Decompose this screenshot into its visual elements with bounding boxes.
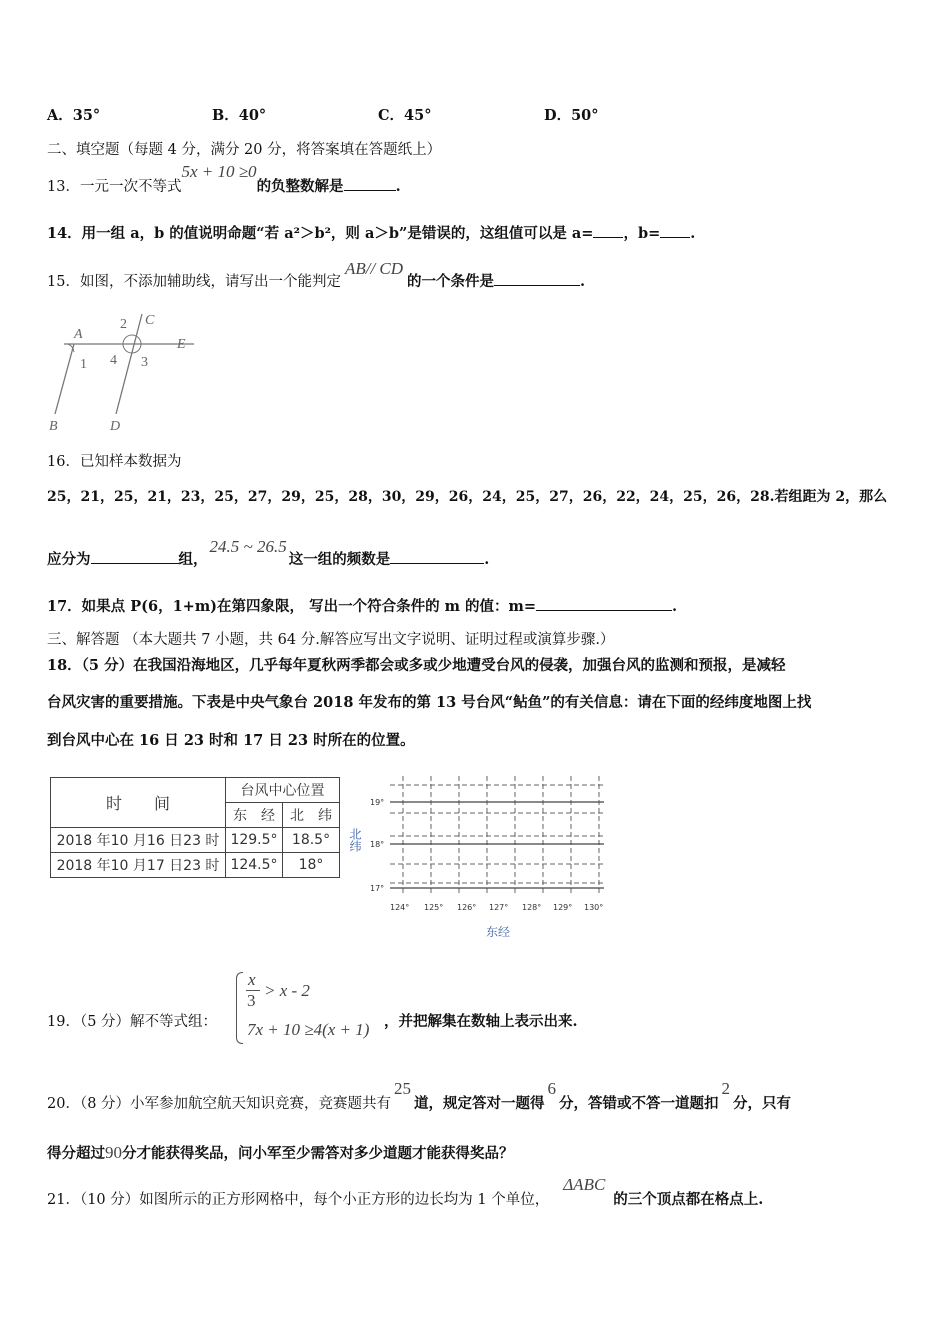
inequality-system [236, 970, 386, 1045]
q13-end: . [395, 178, 401, 195]
q19-text: 19．（5 分）解不等式组： [47, 1014, 218, 1030]
table-row [51, 828, 340, 853]
q20-line2 [47, 1142, 514, 1163]
question-13 [47, 162, 401, 196]
x-tick: 124° [390, 903, 410, 912]
q20-text: 20．（8 分）小军参加航空航天知识竞赛，竞赛题共有 [47, 1096, 392, 1112]
q20-t3: 分，只有 [733, 1095, 792, 1112]
label-d: D [110, 419, 121, 434]
label-3: 3 [141, 355, 148, 370]
q20-n1: 25 [394, 1079, 412, 1098]
q17-end: . [672, 598, 678, 615]
row2-time: 2018 年10 月17 日23 时 [51, 853, 226, 878]
q13-blank [344, 176, 396, 191]
question-17 [47, 595, 677, 616]
typhoon-table [50, 777, 340, 878]
q16-blank-groups [91, 549, 179, 564]
q20-line2-text: 得分超过 [47, 1145, 105, 1162]
label-2: 2 [120, 317, 127, 332]
question-15 [47, 259, 586, 291]
q16-end: . [484, 551, 490, 568]
line-ab [55, 344, 74, 414]
q20-line2-post: 分才能获得奖品，问小军至少需答对多少道题才能获得奖品？ [122, 1145, 514, 1162]
q13-math: 5x + 10 ≥0 [181, 162, 257, 181]
latitude-header: 北 纬 [283, 803, 340, 828]
q17-blank [536, 596, 672, 611]
question-14 [47, 222, 695, 243]
q15-text-post: 的一个条件是 [407, 273, 495, 290]
inequality-2: 7x + 10 ≥4(x + 1) [247, 1020, 370, 1039]
inequality-1-rhs: > x - 2 [264, 981, 310, 1000]
x-tick: 130° [584, 903, 604, 912]
label-a: A [74, 327, 83, 342]
q15-math: AB// CD [344, 259, 404, 278]
fraction-denominator: 3 [247, 991, 256, 1010]
x-tick: 126° [457, 903, 477, 912]
row1-lon: 129.5° [226, 828, 283, 853]
q17-text: 17．如果点 P(6，1+m)在第四象限， 写出一个符合条件的 m 的值：m= [47, 598, 536, 615]
row2-lat: 18° [283, 853, 340, 878]
q15-blank [494, 271, 580, 286]
q21-text: 21．（10 分）如图所示的正方形网格中，每个小正方形的边长均为 1 个单位， [47, 1192, 550, 1208]
fraction-numerator: x [248, 970, 256, 989]
q16-line3 [47, 537, 490, 569]
q21-math: ΔABC [563, 1175, 606, 1194]
label-b: B [49, 419, 58, 434]
q18-line1: 18．（5 分）在我国沿海地区，几乎每年夏秋两季都会或多或少地遭受台风的侵袭，加强台风的监测和预报，是减轻 [47, 657, 786, 674]
q20-t1: 道，规定答对一题得 [414, 1095, 545, 1112]
q14-mid: ，b= [623, 225, 661, 242]
q16-math: 24.5 ~ 26.5 [209, 537, 287, 556]
q16-line1: 16．已知样本数据为 [47, 454, 182, 470]
y-tick: 18° [370, 840, 385, 849]
q16-text: 应分为 [47, 551, 91, 568]
q15-figure [44, 306, 204, 436]
table-row [51, 853, 340, 878]
q16-text-post: 这一组的频数是 [288, 551, 391, 568]
q15-text: 15．如图，不添加辅助线，请写出一个能判定 [47, 274, 341, 290]
q18-line2: 台风灾害的重要措施。下表是中央气象台 2018 年发布的第 13 号台风“鲇鱼”的有关信息：请在下面的经纬度地图上找 [47, 694, 812, 711]
time-header: 时 间 [51, 778, 226, 828]
q14-end: . [690, 225, 696, 242]
lat-lon-grid [346, 768, 616, 946]
section2-heading: 二、填空题（每题 4 分，满分 20 分，将答案填在答题纸上） [47, 142, 442, 158]
option-c: C．45° [378, 107, 432, 124]
x-tick: 129° [553, 903, 573, 912]
row1-lat: 18.5° [283, 828, 340, 853]
option-a: A．35° [47, 107, 101, 124]
grid-axes [390, 802, 604, 888]
row2-lon: 124.5° [226, 853, 283, 878]
x-tick: 127° [489, 903, 509, 912]
q20-line1 [47, 1079, 792, 1113]
option-d: D．50° [544, 107, 599, 124]
label-e: E [177, 337, 186, 352]
x-tick: 125° [424, 903, 444, 912]
x-axis-label: 东经 [486, 925, 511, 939]
q20-n4: 90 [105, 1143, 122, 1162]
label-c: C [145, 313, 155, 328]
q18-line3: 到台风中心在 16 日 23 时和 17 日 23 时所在的位置。 [47, 732, 415, 749]
option-b: B．40° [212, 107, 267, 124]
grid-lines [390, 776, 604, 896]
q20-n2: 6 [547, 1079, 557, 1098]
q14-text: 14．用一组 a，b 的值说明命题“若 a²＞b²，则 a＞b”是错误的，这组值可以是 a= [47, 225, 594, 242]
q20-n3: 2 [721, 1079, 731, 1098]
q16-line2: 25，21，25，21，23，25，27，29，25，28，30，29，26，24，25，27，26，22，24，25，26，28.若组距为 2，那么 [47, 489, 888, 505]
x-tick: 128° [522, 903, 542, 912]
q16-mid: 组， [178, 551, 208, 568]
q15-end: . [580, 273, 586, 290]
section3-heading: 三、解答题 （本大题共 7 小题，共 64 分.解答应写出文字说明、证明过程或演算步骤.） [47, 632, 615, 648]
y-tick: 17° [370, 884, 385, 893]
label-1: 1 [80, 357, 87, 372]
q13-text: 13．一元一次不等式 [47, 179, 182, 195]
q20-t2: 分，答错或不答一道题扣 [559, 1095, 719, 1112]
y-tick: 19° [370, 798, 385, 807]
q13-text-post: 的负整数解是 [256, 178, 344, 195]
q16-blank-freq [390, 549, 484, 564]
y-axis-label: 北纬 [348, 828, 362, 852]
q21-text-post: 的三个顶点都在格点上. [613, 1191, 764, 1208]
brace-symbol [236, 972, 243, 1044]
q19-text-post: ，并把解集在数轴上表示出来. [384, 1013, 578, 1030]
q14-blank-a [593, 223, 623, 238]
position-header: 台风中心位置 [226, 778, 340, 803]
question-21 [47, 1175, 764, 1209]
row1-time: 2018 年10 月16 日23 时 [51, 828, 226, 853]
longitude-header: 东 经 [226, 803, 283, 828]
q14-blank-b [660, 223, 690, 238]
label-4: 4 [110, 353, 117, 368]
